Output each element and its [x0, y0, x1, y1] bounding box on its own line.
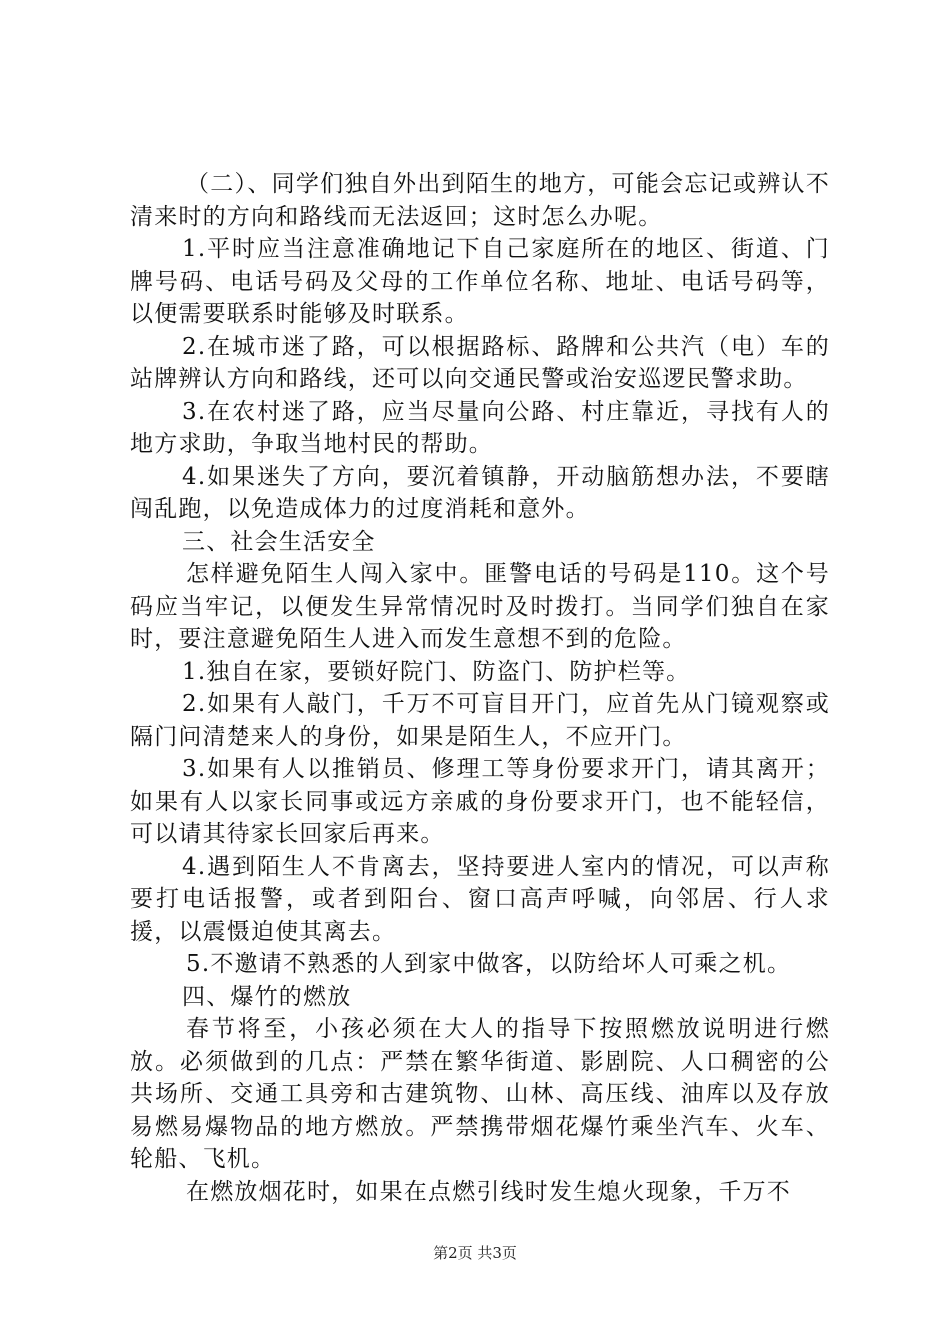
paragraph-firecracker-rules: 春节将至，小孩必须在大人的指导下按照燃放说明进行燃放。必须做到的几点：严禁在繁华街道、影剧院、人口稠密的公共场所、交通工具旁和古建筑物、山林、高压线、油库以及存放易燃易爆物品的地方燃放。严禁携带烟花爆竹乘坐汽车、火车、轮船、飞机。: [130, 1016, 830, 1172]
paragraph-item-2-knock: 2.如果有人敲门，千万不可盲目开门，应首先从门镜观察或隔门问清楚来人的身份，如果是陌生人，不应开门。: [130, 691, 830, 750]
paragraph-firework-misfire: 在燃放烟花时，如果在点燃引线时发生熄火现象，千万不: [186, 1178, 791, 1205]
paragraph-item-3-salesman: 3.如果有人以推销员、修理工等身份要求开门，请其离开；如果有人以家长同事或远方亲戚的身份要求开门，也不能轻信，可以请其待家长回家后再来。: [130, 756, 830, 847]
paragraph-item-1-lock-doors: 1.独自在家，要锁好院门、防盗门、防护栏等。: [182, 658, 691, 685]
paragraph-item-3-countryside-lost: 3.在农村迷了路，应当尽量向公路、村庄靠近，寻找有人的地方求助，争取当地村民的帮助。: [130, 398, 830, 457]
section-heading-social-safety: 三、社会生活安全: [182, 528, 376, 555]
paragraph-item-5-no-invite: 5.不邀请不熟悉的人到家中做客，以防给坏人可乘之机。: [186, 951, 792, 977]
paragraph-item-4-refuse-leave: 4.遇到陌生人不肯离去，坚持要进人室内的情况，可以声称要打电话报警，或者到阳台、窗口高声呼喊，向邻居、行人求援，以震慑迫使其离去。: [130, 853, 830, 945]
paragraph-stranger-intro: 怎样避免陌生人闯入家中。匪警电话的号码是110。这个号码应当牢记，以便发生异常情况时及时拨打。当同学们独自在家时，要注意避免陌生人进入而发生意想不到的危险。: [130, 561, 830, 652]
paragraph-item-1-remember-address: 1.平时应当注意准确地记下自己家庭所在的地区、街道、门牌号码、电话号码及父母的工作单位名称、地址、电话号码等，以便需要联系时能够及时联系。: [130, 236, 830, 327]
document-body: [130, 168, 830, 1208]
paragraph-item-4-stay-calm: 4.如果迷失了方向，要沉着镇静，开动脑筋想办法，不要瞎闯乱跑，以免造成体力的过度消耗和意外。: [130, 463, 830, 522]
paragraph-item-2-city-lost: 2.在城市迷了路，可以根据路标、路牌和公共汽（电）车的站牌辨认方向和路线，还可以向交通民警或治安巡逻民警求助。: [130, 333, 830, 392]
section-heading-firecrackers: 四、爆竹的燃放: [182, 983, 352, 1010]
paragraph-lost-direction-intro: （二）、同学们独自外出到陌生的地方，可能会忘记或辨认不清来时的方向和路线而无法返回；这时怎么办呢。: [130, 171, 830, 230]
page-number-footer: 第2页 共3页: [433, 1244, 517, 1262]
